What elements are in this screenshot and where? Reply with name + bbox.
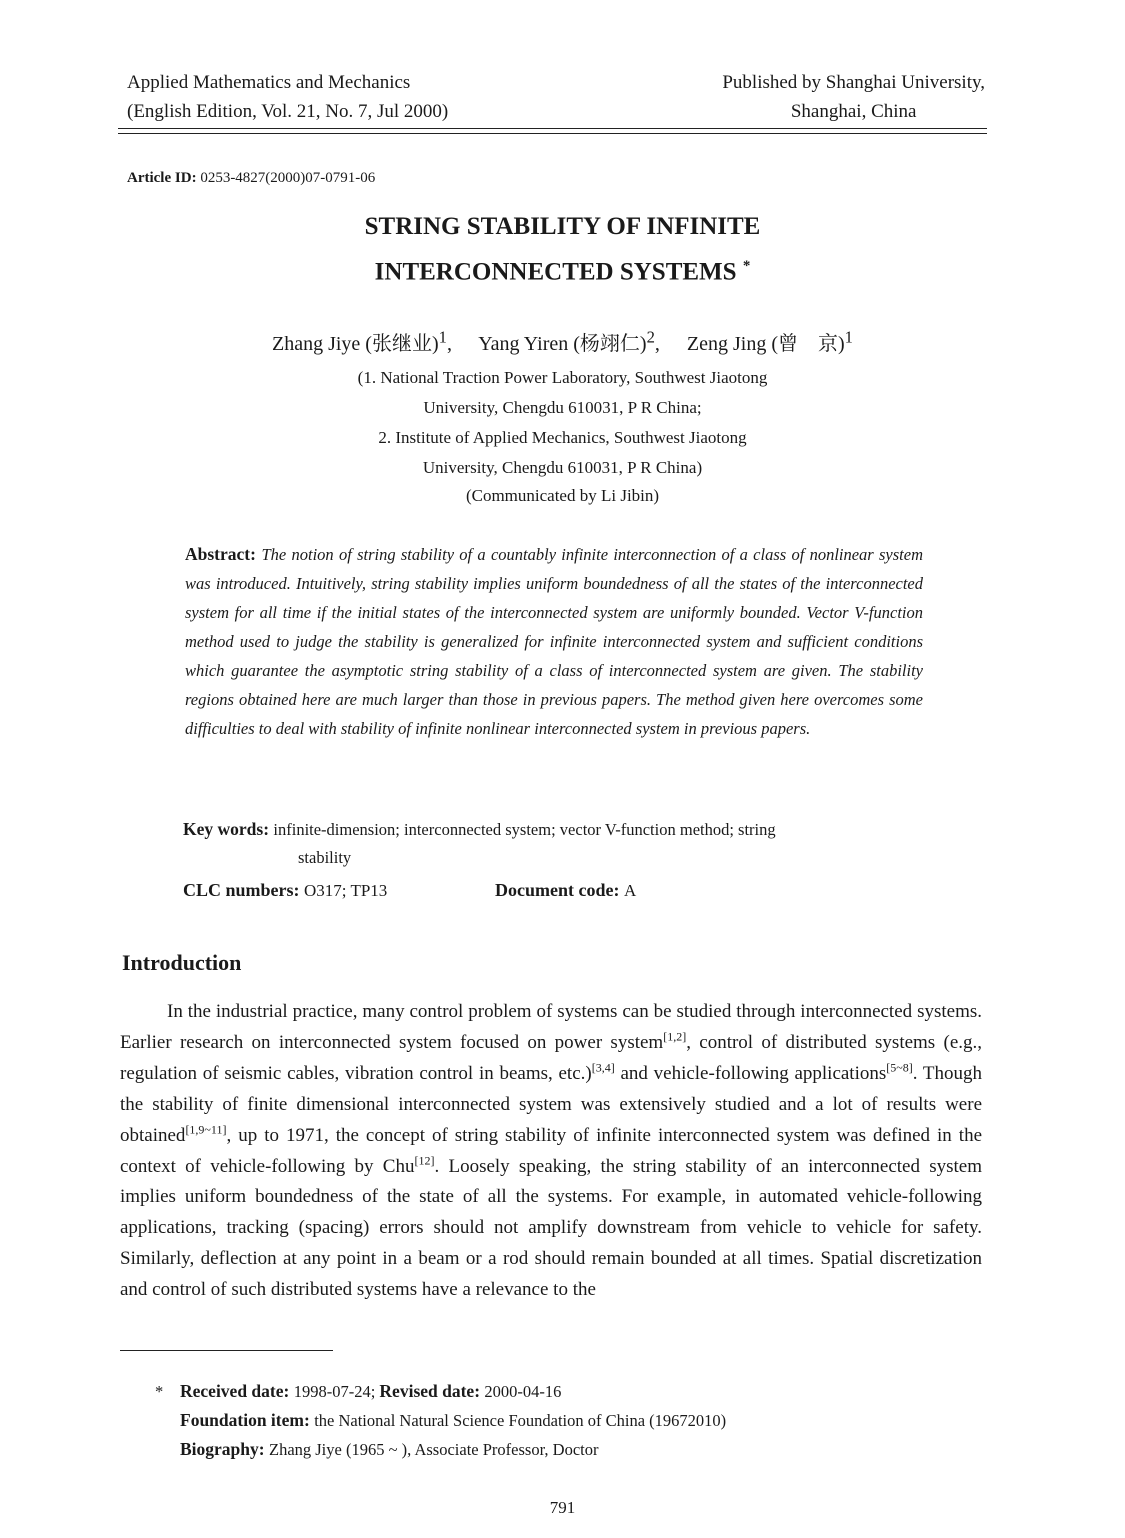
text-run: In the industrial practice, many control problem of systems can be studied through interconnected systems. Earlier research on interconnected system focused on power system (120, 1001, 982, 1053)
keywords-line2: stability (298, 848, 352, 867)
document-code: Document code: A (495, 880, 637, 900)
clc-value: O317; TP13 (304, 881, 388, 900)
biography-label: Biography (180, 1439, 259, 1459)
clc-numbers: CLC numbers: O317; TP13 (183, 880, 388, 900)
header-rule-thick (118, 128, 987, 129)
author-2: Yang Yiren (杨翊仁) (478, 333, 647, 355)
paper-title-line1: STRING STABILITY OF INFINITE (364, 213, 761, 240)
page-number: 791 (549, 1498, 576, 1517)
article-id-value: 0253-4827(2000)07-0791-06 (200, 170, 376, 186)
paragraph (120, 997, 982, 1306)
affiliation-line: University, Chengdu 610031, P R China) (422, 458, 703, 477)
affiliations (0, 363, 1125, 483)
affiliation-line: University, Chengdu 610031, P R China; (423, 398, 702, 417)
paper-title-line2-text: INTERCONNECTED SYSTEMS (374, 258, 737, 286)
publisher-location: Shanghai, China (790, 101, 917, 122)
text-run: . Though the stability of finite dimensional interconnected system was extensively studied and a lot of results were obtained (120, 1062, 983, 1146)
biography-value: Zhang Jiye (1965 ~ ), Associate Professor, Doctor (268, 1440, 599, 1459)
author-1: Zhang Jiye (张继业) (272, 333, 439, 355)
abstract-label: Abstract (185, 544, 251, 564)
text-run: , control of distributed systems (e.g., regulation of seismic cables, vibration control in beams, etc.) (120, 1031, 982, 1084)
text-run: . Loosely speaking, the string stability of an interconnected system implies uniform boundedness of the state of all the systems. For example, in automated vehicle-following applications, tracking (spacing) errors should not amplify downstream from vehicle to vehicle for safety. Similarly, deflection at any point in a beam or a rod should remain bounded at all times. Spatial discretization and control of such distributed systems have a relevance to the (120, 1155, 982, 1301)
author-3: Zeng Jing (曾 京) (686, 333, 845, 355)
revised-label: Revised date (379, 1381, 475, 1401)
citation: [3,4] (591, 1060, 615, 1075)
communicated-by: (Communicated by Li Jibin) (465, 486, 660, 505)
citation: [5~8] (886, 1060, 913, 1075)
author-1-affiliation: 1 (438, 327, 447, 347)
abstract-text: The notion of string stability of a countably infinite interconnection of a class of nonlinear system was introduced. Intuitively, string stability implies uniform boundedness of all the states of the interconnected system for all time if the initial states of the interconnected system are uniformly bounded. Vector V-function method used to judge the stability is generalized for infinite interconnected system and sufficient conditions which guarantee the asymptotic string stability of a class of interconnected system are given. The stability regions obtained here are much larger than those in previous papers. The method given here overcomes some difficulties to deal with stability of infinite nonlinear interconnected system in previous papers. (185, 545, 923, 738)
citation: [1,2] (663, 1029, 687, 1044)
article-id: Article ID: 0253-4827(2000)07-0791-06 (127, 170, 376, 186)
title-footnote-mark: * (742, 258, 751, 274)
keywords-label: Key words (183, 819, 264, 839)
footnote: * Received date: 1998-07-24; Revised date: 2000-04-16 Foundation item: the National Natural Science Foundation of China (19672010) Biography: Zhang Jiye (1965 ~ ), Associate Professor, Doctor (155, 1377, 726, 1464)
author-2-affiliation: 2 (646, 327, 655, 347)
text-run: , up to 1971, the concept of string stability of infinite interconnected system was defined in the context of vehicle-following by Chu (120, 1124, 982, 1177)
footnote-rule (120, 1350, 333, 1351)
revised-value: 2000-04-16 (484, 1382, 562, 1401)
affiliation-line: 2. Institute of Applied Mechanics, Southwest Jiaotong (378, 428, 747, 447)
received-value: 1998-07-24; (293, 1382, 376, 1401)
clc-label: CLC numbers (183, 880, 294, 900)
running-header-journal (127, 68, 448, 126)
paper-title-line2 (0, 258, 1125, 286)
affiliation-line: (1. National Traction Power Laboratory, Southwest Jiaotong (357, 368, 768, 387)
received-label: Received date (180, 1381, 284, 1401)
author-list: Zhang Jiye (张继业)$^1$, Yang Yiren (杨翊仁)$^2$, Zeng Jing (曾 京)$^1$ (272, 327, 853, 355)
section-heading: Introduction (122, 950, 242, 975)
journal-edition: (English Edition, Vol. 21, No. 7, Jul 2000) (127, 101, 449, 122)
keywords: Key words: infinite-dimension; interconnected system; vector V-function method; string stability (183, 815, 923, 872)
journal-name: Applied Mathematics and Mechanics (127, 72, 411, 93)
citation: [1,9~11] (185, 1122, 227, 1137)
introduction-body (120, 997, 982, 1306)
running-header-publisher (722, 68, 985, 126)
footnote-mark: * (155, 1382, 164, 1401)
abstract: Abstract: The notion of string stability of a countably infinite interconnection of a class of nonlinear system was introduced. Intuitively, string stability implies uniform boundedness of all the states of the interconnected system for all time if the initial states of the interconnected system are uniformly bounded. Vector V-function method used to judge the stability is generalized for infinite interconnected system and sufficient conditions which guarantee the asymptotic string stability of a class of interconnected system are given. The stability regions obtained here are much larger than those in previous papers. The method given here overcomes some difficulties to deal with stability of infinite nonlinear interconnected system in previous papers. (185, 544, 923, 738)
document-code-label: Document code (495, 880, 614, 900)
foundation-value: the National Natural Science Foundation of China (19672010) (314, 1411, 727, 1430)
publisher-name: Published by Shanghai University, (722, 72, 985, 93)
author-3-affiliation: 1 (844, 327, 853, 347)
citation: [12] (414, 1153, 435, 1168)
keywords-line1: infinite-dimension; interconnected system; vector V-function method; string (273, 820, 776, 839)
foundation-label: Foundation item (180, 1410, 304, 1430)
article-id-label: Article ID (127, 170, 192, 186)
text-run: and vehicle-following applications (614, 1062, 887, 1084)
header-rule-thin (118, 133, 987, 134)
document-code-value: A (623, 881, 637, 900)
